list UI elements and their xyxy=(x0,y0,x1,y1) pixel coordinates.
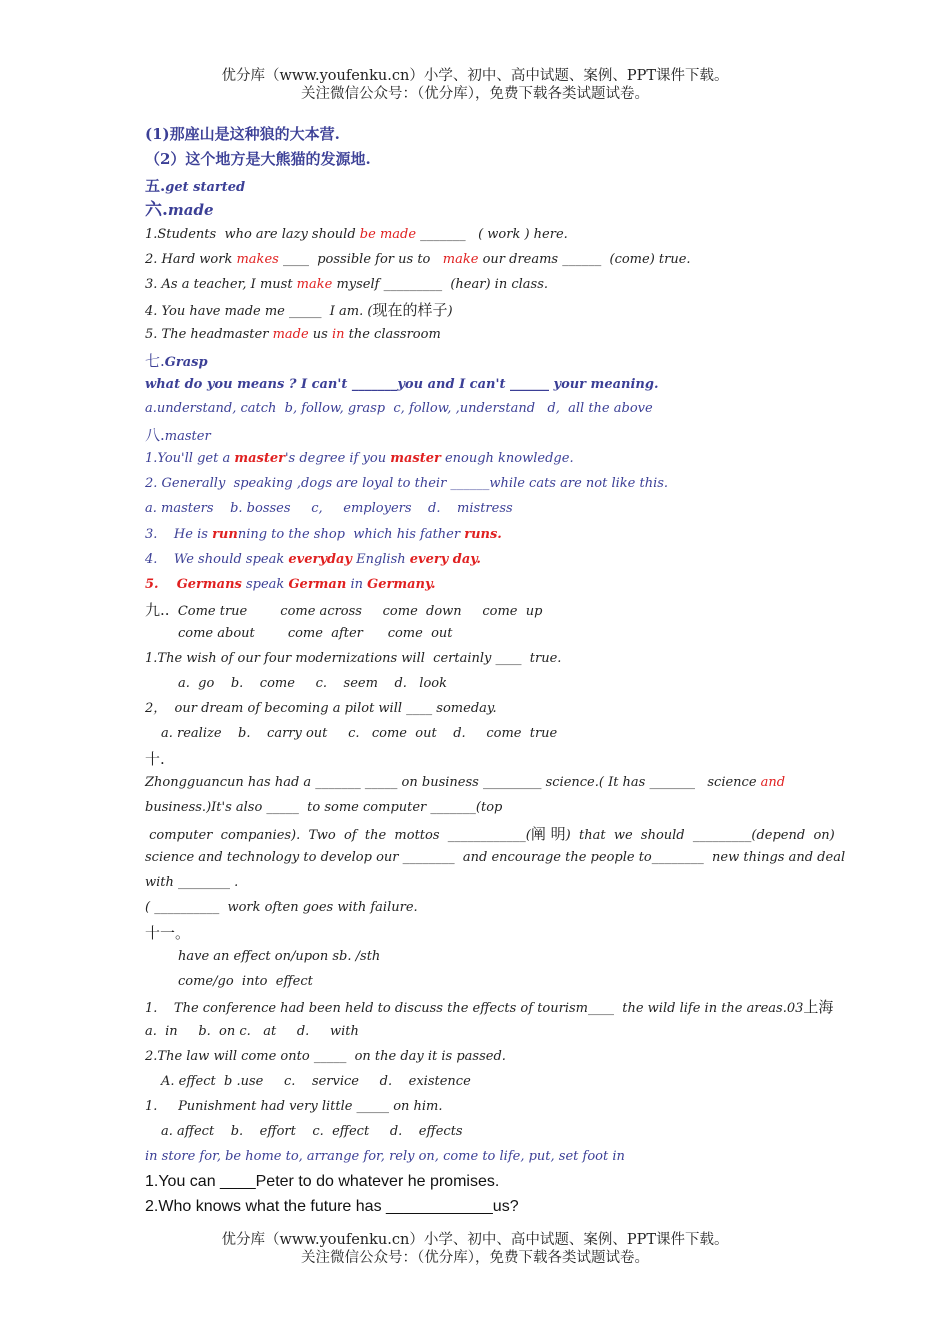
text: 阐 明 xyxy=(530,825,566,843)
s8-question-4 xyxy=(145,551,481,569)
s8-question-3 xyxy=(145,526,502,544)
text: _______ ( work ) here. xyxy=(416,227,568,242)
header-line-2: 关注微信公众号：（优分库），免费下载各类试题试卷。 xyxy=(301,86,649,102)
s10-line-1 xyxy=(145,774,785,792)
highlight: runs. xyxy=(464,527,502,542)
text: 1.You'll get a xyxy=(145,451,235,466)
s7-options: a.understand, catch b, follow, grasp c, follow, ,understand d, all the above xyxy=(145,401,653,416)
s10-line-4: science and technology to develop our ________ and encourage the people to________ new things and deal xyxy=(145,850,846,865)
highlight: make xyxy=(442,252,479,267)
text: 1. The conference had been held to discuss the effects of tourism____ the wild life in the areas.03 xyxy=(145,1001,804,1016)
s6-question-3 xyxy=(145,276,548,294)
s11-phrase-2: come/go into effect xyxy=(178,974,313,989)
s8-title: master xyxy=(164,429,211,444)
s9-heading-row xyxy=(145,601,542,621)
s5-number: 五. xyxy=(145,177,166,195)
text: enough knowledge. xyxy=(440,451,574,466)
highlight: everyday xyxy=(288,552,352,567)
text: computer companies). Two of the mottos ____________( xyxy=(145,828,531,843)
highlight: be made xyxy=(359,227,417,242)
text: myself _________ (hear) in class. xyxy=(332,277,548,292)
text: 5. The headmaster xyxy=(145,327,273,342)
s11-question-2: 2.The law will come onto _____ on the day it is passed. xyxy=(145,1049,506,1064)
s10-number: 十. xyxy=(145,750,165,768)
s6-question-1 xyxy=(145,226,568,244)
s8-question-5 xyxy=(145,576,436,594)
text: 3. He is xyxy=(145,527,213,542)
highlight: every day. xyxy=(409,552,481,567)
s9-question-2-options: a. realize b. carry out c. come out d. come true xyxy=(161,726,558,741)
s8-heading xyxy=(145,426,211,446)
text: speak xyxy=(241,577,289,592)
s10-line-5: with ________ . xyxy=(145,875,239,890)
s10-line-3 xyxy=(145,825,835,845)
s8-question-2: 2. Generally speaking ,dogs are loyal to their ______while cats are not like this. xyxy=(145,476,669,491)
text: in xyxy=(346,577,368,592)
s9-question-1: 1.The wish of our four modernizations will certainly ____ true. xyxy=(145,651,562,666)
s7-number: 七. xyxy=(145,352,165,370)
text: Zhongguancun has had a _______ _____ on business _________ science.( It has _______ science xyxy=(145,775,761,790)
text: 上海 xyxy=(803,998,834,1016)
text: us xyxy=(308,327,332,342)
page-header xyxy=(0,67,950,103)
highlight: Germany. xyxy=(367,577,436,592)
s6-heading xyxy=(145,201,214,219)
s6-title: made xyxy=(167,201,214,219)
text: ) xyxy=(447,304,453,319)
s8-number: 八. xyxy=(145,426,165,444)
s8-question-2-options: a. masters b. bosses c, employers d. mistress xyxy=(145,501,513,516)
phrase-list: in store for, be home to, arrange for, rely on, come to life, put, set foot in xyxy=(145,1149,625,1164)
s8-question-1 xyxy=(145,450,574,468)
s11-phrase-1: have an effect on/upon sb. /sth xyxy=(178,949,381,964)
text: our dreams ______ (come) true. xyxy=(478,252,691,267)
exercise-2: 2.Who knows what the future has ____________us? xyxy=(145,1198,519,1215)
s6-question-5 xyxy=(145,326,441,344)
s7-question: what do you means ? I can't _______you and I can't ______ your meaning. xyxy=(145,377,659,392)
s11-question-1-options: a. in b. on c. at d. with xyxy=(145,1024,359,1039)
highlight: master xyxy=(390,451,441,466)
s10-line-2: business.)It's also _____ to some computer _______(top xyxy=(145,800,503,815)
highlight: makes xyxy=(236,252,279,267)
s5-heading xyxy=(145,177,245,197)
text: ____ possible for us to xyxy=(278,252,443,267)
s6-question-2 xyxy=(145,251,691,269)
exercise-1: 1.You can ____Peter to do whatever he promises. xyxy=(145,1173,500,1190)
highlight: made xyxy=(272,327,309,342)
header-line-1: 优分库（www.youfenku.cn）小学、初中、高中试题、案例、PPT课件下载。 xyxy=(221,68,729,84)
s11-question-3: 1. Punishment had very little _____ on him. xyxy=(145,1099,443,1114)
s7-title: Grasp xyxy=(164,355,208,370)
s4-line-2: （2）这个地方是大熊猫的发源地. xyxy=(145,150,371,168)
s6-question-4 xyxy=(145,301,453,321)
s7-heading xyxy=(145,352,208,372)
text: 5. xyxy=(145,577,177,592)
s11-question-1 xyxy=(145,998,833,1018)
highlight: Germans xyxy=(176,577,242,592)
s4-line-1: (1)那座山是这种狼的大本营. xyxy=(145,125,340,143)
text: 's degree if you xyxy=(284,451,391,466)
text: English xyxy=(351,552,410,567)
highlight: master xyxy=(234,451,285,466)
s9-number: 九.. xyxy=(145,601,170,619)
highlight: make xyxy=(296,277,333,292)
s11-question-2-options: A. effect b .use c. service d. existence xyxy=(161,1074,471,1089)
s9-question-2: 2， our dream of becoming a pilot will ____ someday. xyxy=(145,701,497,716)
phrase-row-1: Come true come across come down come up xyxy=(177,604,543,619)
text: 2. Hard work xyxy=(145,252,237,267)
highlight: German xyxy=(288,577,347,592)
s10-line-6: ( __________ work often goes with failure. xyxy=(145,900,418,915)
highlight: run xyxy=(212,527,238,542)
footer-line-1: 优分库（www.youfenku.cn）小学、初中、高中试题、案例、PPT课件下载。 xyxy=(221,1232,729,1248)
s11-number: 十一。 xyxy=(145,924,191,942)
text: 4. You have made me _____ I am. ( xyxy=(145,304,373,319)
text: 1.Students who are lazy should xyxy=(145,227,360,242)
text: ning to the shop which his father xyxy=(237,527,465,542)
text: 4. We should speak xyxy=(145,552,289,567)
highlight: and xyxy=(760,775,786,790)
page-footer xyxy=(0,1231,950,1267)
text: ) that we should _________(depend on) xyxy=(565,828,835,843)
s6-number: 六. xyxy=(145,200,168,220)
text: 3. As a teacher, I must xyxy=(145,277,297,292)
text: 现在的样子 xyxy=(372,301,448,319)
highlight: in xyxy=(331,327,345,342)
s9-question-1-options: a. go b. come c. seem d. look xyxy=(178,676,447,691)
footer-line-2: 关注微信公众号：（优分库），免费下载各类试题试卷。 xyxy=(301,1250,649,1266)
s11-question-3-options: a. affect b. effort c. effect d. effects xyxy=(161,1124,463,1139)
phrase-row-2: come about come after come out xyxy=(178,626,453,641)
text: the classroom xyxy=(344,327,441,342)
s5-title: get started xyxy=(165,180,246,195)
